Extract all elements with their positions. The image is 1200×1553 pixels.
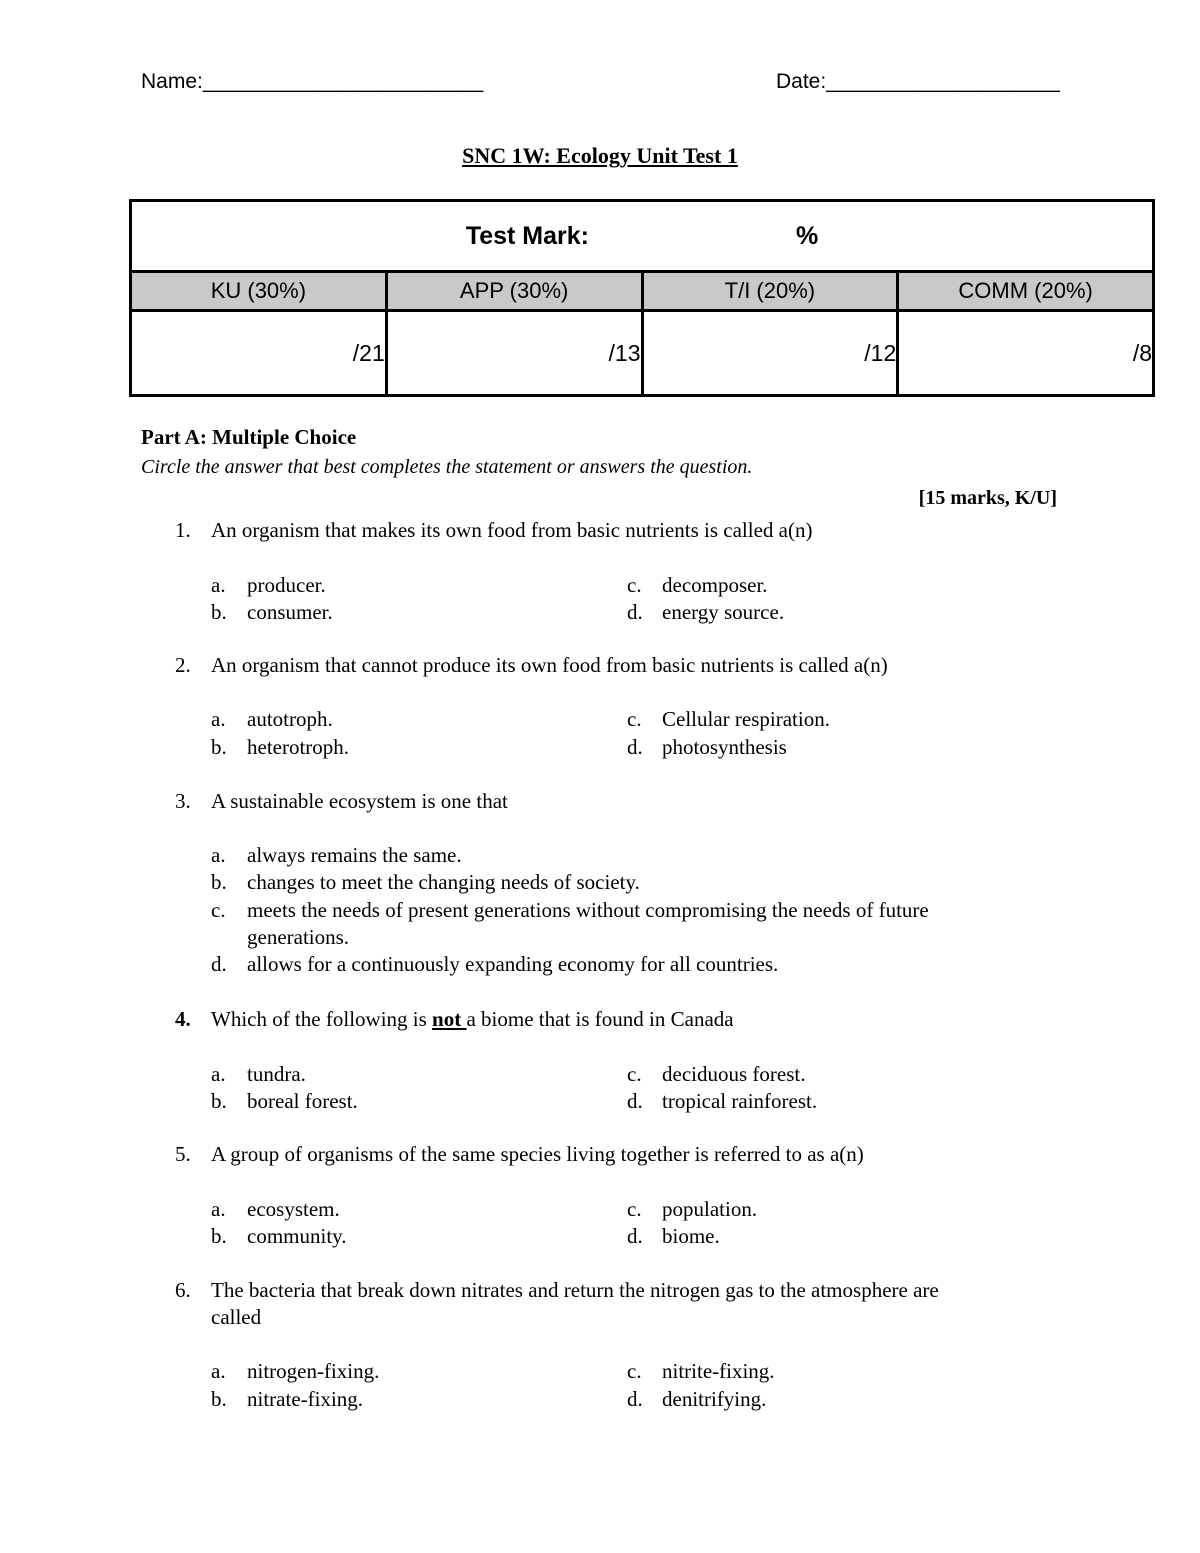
question-stem-continued: called [211, 1305, 262, 1329]
option-letter: b. [211, 870, 227, 894]
option-letter: c. [627, 573, 642, 597]
option-letter: d. [627, 600, 643, 624]
test-mark-row [131, 201, 1154, 272]
option-letter: c. [211, 898, 226, 922]
option-text[interactable]: tropical rainforest. [662, 1089, 818, 1113]
option-letter: a. [211, 707, 226, 731]
question-number: 4. [175, 1007, 191, 1031]
part-a-instructions: Circle the answer that best completes the statement or answers the question. [141, 456, 753, 478]
option-text[interactable]: boreal forest. [247, 1089, 358, 1113]
question-number: 5. [175, 1142, 191, 1166]
option-letter: a. [211, 1062, 226, 1086]
option-letter: c. [627, 1197, 642, 1221]
question-stem: A group of organisms of the same species living together is referred to as a(n) [211, 1142, 864, 1166]
test-mark-label: Test Mark: [465, 221, 589, 250]
option-letter: b. [211, 1387, 227, 1411]
question-stem: An organism that cannot produce its own food from basic nutrients is called a(n) [211, 653, 888, 677]
option-text[interactable]: nitrogen-fixing. [247, 1359, 380, 1383]
option-letter: a. [211, 1359, 226, 1383]
option-letter: d. [627, 1224, 643, 1248]
test-mark-percent: % [795, 221, 819, 250]
option-letter: d. [211, 952, 227, 976]
option-text[interactable]: Cellular respiration. [662, 707, 830, 731]
score-app: /13 [386, 311, 642, 396]
option-text[interactable]: allows for a continuously expanding economy for all countries. [247, 952, 779, 976]
option-text[interactable]: producer. [247, 573, 326, 597]
option-text[interactable]: community. [247, 1224, 347, 1248]
stem-emphasis: not [432, 1007, 467, 1031]
question-number: 3. [175, 789, 191, 813]
option-text[interactable]: biome. [662, 1224, 720, 1248]
option-letter: b. [211, 1089, 227, 1113]
test-mark-cell [131, 201, 1154, 272]
option-letter: b. [211, 735, 227, 759]
option-text[interactable]: heterotroph. [247, 735, 350, 759]
option-letter: a. [211, 843, 226, 867]
category-ti: T/I (20%) [642, 272, 898, 311]
option-text[interactable]: deciduous forest. [662, 1062, 806, 1086]
option-text[interactable]: energy source. [662, 600, 785, 624]
category-row [131, 272, 1154, 311]
marks-table [129, 199, 1155, 397]
option-text[interactable]: meets the needs of present generations without compromising the needs of future [247, 898, 929, 922]
question-number: 2. [175, 653, 191, 677]
option-letter: b. [211, 600, 227, 624]
option-text[interactable]: population. [662, 1197, 758, 1221]
option-letter: d. [627, 1387, 643, 1411]
stem-before: Which of the following is [211, 1007, 433, 1031]
option-letter: a. [211, 1197, 226, 1221]
question-stem: A sustainable ecosystem is one that [211, 789, 508, 813]
category-app: APP (30%) [386, 272, 642, 311]
stem-after: a biome that is found in Canada [466, 1007, 734, 1031]
option-text[interactable]: always remains the same. [247, 843, 462, 867]
question-stem: The bacteria that break down nitrates and return the nitrogen gas to the atmosphere are [211, 1278, 939, 1302]
option-text[interactable]: tundra. [247, 1062, 306, 1086]
option-text[interactable]: denitrifying. [662, 1387, 767, 1411]
option-text[interactable]: photosynthesis [662, 735, 787, 759]
question-number: 1. [175, 518, 191, 542]
option-text[interactable]: ecosystem. [247, 1197, 340, 1221]
question-stem [211, 1007, 734, 1032]
question-number: 6. [175, 1278, 191, 1302]
option-text[interactable]: nitrite-fixing. [662, 1359, 775, 1383]
option-letter: d. [627, 735, 643, 759]
option-letter: b. [211, 1224, 227, 1248]
option-text-continued[interactable]: generations. [247, 925, 350, 949]
name-field: Name:________________________ [141, 70, 484, 93]
category-comm: COMM (20%) [898, 272, 1154, 311]
option-letter: a. [211, 573, 226, 597]
option-letter: d. [627, 1089, 643, 1113]
question-stem: An organism that makes its own food from basic nutrients is called a(n) [211, 518, 813, 542]
option-text[interactable]: changes to meet the changing needs of society. [247, 870, 640, 894]
option-letter: c. [627, 707, 642, 731]
option-letter: c. [627, 1359, 642, 1383]
score-ti: /12 [642, 311, 898, 396]
date-field: Date:____________________ [776, 70, 1060, 93]
option-text[interactable]: autotroph. [247, 707, 333, 731]
option-text[interactable]: nitrate-fixing. [247, 1387, 364, 1411]
part-a-title: Part A: Multiple Choice [141, 425, 357, 449]
option-letter: c. [627, 1062, 642, 1086]
score-row [131, 311, 1154, 396]
score-comm: /8 [898, 311, 1154, 396]
option-text[interactable]: decomposer. [662, 573, 768, 597]
score-ku: /21 [131, 311, 387, 396]
part-a-marks: [15 marks, K/U] [918, 487, 1057, 509]
option-text[interactable]: consumer. [247, 600, 333, 624]
page-title: SNC 1W: Ecology Unit Test 1 [462, 143, 738, 168]
category-ku: KU (30%) [131, 272, 387, 311]
